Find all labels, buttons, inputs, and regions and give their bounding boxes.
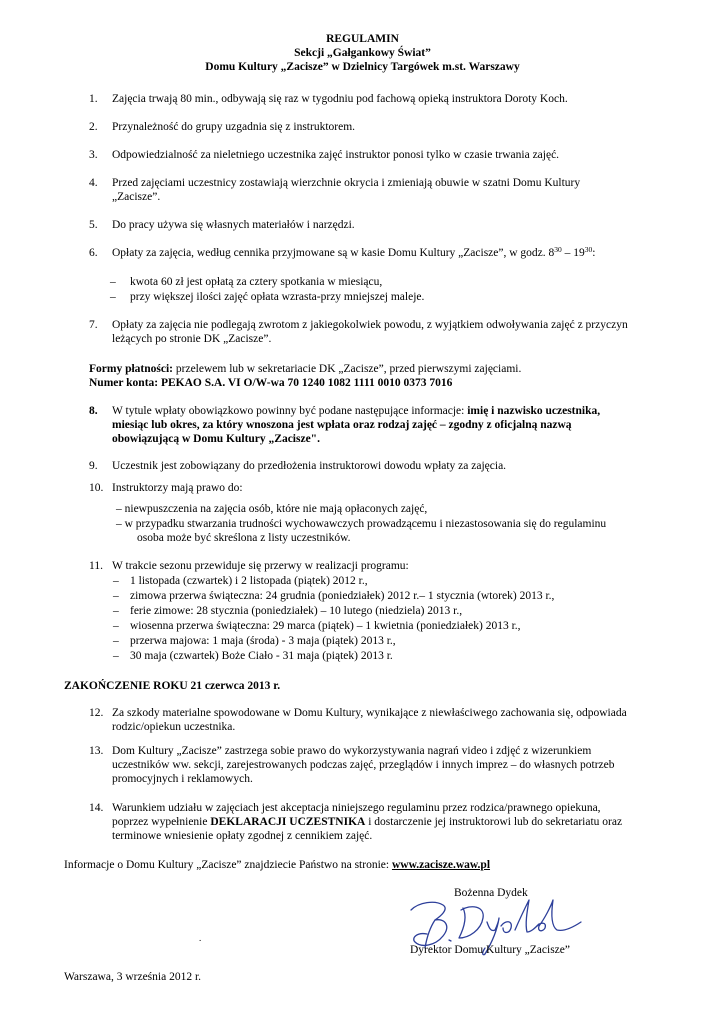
bullet-dash: –	[113, 620, 119, 632]
item-text: Zajęcia trwają 80 min., odbywają się raz w tygodniu pod fachową opieką instruktora Doroty Koch.	[112, 93, 568, 105]
signer-role: Dyrektor Domu Kultury „Zacisze”	[410, 944, 570, 956]
break-item: wiosenna przerwa świąteczna: 29 marca (piątek) – 1 kwietnia (poniedziałek) 2013 r.,	[130, 620, 521, 632]
year-end-heading: ZAKOŃCZENIE ROKU 21 czerwca 2013 r.	[64, 680, 281, 692]
break-item: zimowa przerwa świąteczna: 24 grudnia (poniedziałek) 2012 r.– 1 stycznia (wtorek) 2013 r.,	[130, 590, 555, 602]
item-number: 4.	[89, 177, 98, 189]
break-item: przerwa majowa: 1 maja (środa) - 3 maja (piątek) 2013 r.,	[130, 635, 396, 647]
document-title: REGULAMIN	[326, 33, 399, 45]
time-from-superscript: 30	[554, 245, 562, 254]
item-text: Opłaty za zajęcia, według cennika przyjmowane są w kasie Domu Kultury „Zacisze”, w godz. $8^{30} - 19^{30}$:	[112, 245, 596, 259]
bullet-text: kwota 60 zł jest opłatą za cztery spotkania w miesiącu,	[130, 276, 383, 288]
institution-line: Domu Kultury „Zacisze” w Dzielnicy Targówek m.st. Warszawy	[205, 61, 520, 73]
item-text-line: uczestników ww. sekcji, zarejestrowanych podczas zajęć, przeglądów i innych imprez – do własnych potrzeb	[112, 759, 615, 771]
bullet-dash: –	[110, 276, 116, 288]
item-text: Odpowiedzialność za nieletniego uczestnika zajęć instruktor ponosi tylko w czasie trwania zajęć.	[112, 149, 560, 161]
item-text-line: Przed zajęciami uczestnicy zostawiają wierzchnie okrycia i zmieniają obuwie w szatni Domu Kultury	[112, 177, 581, 189]
break-item: 30 maja (czwartek) Boże Ciało - 31 maja (piątek) 2013 r.	[130, 650, 393, 662]
item-text-line: W tytule wpłaty obowiązkowo powinny być podane następujące informacje: imię i nazwisko uczestnika,	[112, 405, 601, 417]
item-text-line: „Zacisze”.	[112, 191, 161, 203]
item-text-line: Dom Kultury „Zacisze” zastrzega sobie prawo do wykorzystywania nagrań video i zdjęć z wizerunkiem	[112, 745, 592, 757]
item-text-line: terminowe wniesienie opłaty zgodnej z cennikiem zajęć.	[112, 830, 373, 842]
payment-label: Formy płatności:	[89, 363, 174, 375]
item-text-line: leżących po stronie DK „Zacisze”.	[112, 333, 272, 345]
bullet-dash: –	[113, 590, 119, 602]
bullet-dash: –	[113, 575, 119, 587]
declaration-emphasis: DEKLARACJI UCZESTNIKA	[210, 816, 366, 828]
info-line: Informacje o Domu Kultury „Zacisze” znajdziecie Państwo na stronie: www.zacisze.waw.pl	[64, 859, 491, 871]
break-item: ferie zimowe: 28 stycznia (poniedziałek) – 10 lutego (niedziela) 2013 r.,	[130, 605, 463, 617]
signer-name: Bożenna Dydek	[454, 887, 528, 899]
item-number: 8.	[89, 405, 98, 417]
item-number: 5.	[89, 219, 98, 231]
bank-account: Numer konta: PEKAO S.A. VI O/W-wa 70 1240 1082 1111 0010 0373 7016	[89, 377, 453, 389]
rights-bullet: – w przypadku stwarzania trudności wychowawczych prowadzącemu i niezastosowania się do regulaminu	[116, 518, 607, 530]
item-text: Do pracy używa się własnych materiałów i narzędzi.	[112, 219, 355, 231]
break-item: 1 listopada (czwartek) i 2 listopada (piątek) 2012 r.,	[130, 575, 368, 587]
item-text-line: rodzic/opiekun uczestnika.	[112, 721, 236, 733]
time-to-superscript: 30	[584, 245, 593, 254]
item-number: 12.	[89, 707, 104, 719]
bullet-dash: –	[110, 291, 116, 303]
item-number: 2.	[89, 121, 98, 133]
item-number: 9.	[89, 460, 98, 472]
stray-dot: .	[199, 933, 202, 943]
rights-bullet-continuation: osoba może być skreślona z listy uczestników.	[137, 532, 351, 544]
item-number: 13.	[89, 745, 104, 757]
item-text-line: obowiązującą w Domu Kultury „Zacisze".	[112, 433, 320, 445]
item-text-line: promocyjnych i reklamowych.	[112, 773, 253, 785]
item-text: W trakcie sezonu przewiduje się przerwy w realizacji programu:	[112, 560, 409, 572]
item-text: Przynależność do grupy uzgadnia się z instruktorem.	[112, 121, 356, 133]
item-text-line: Warunkiem udziału w zajęciach jest akceptacja niniejszego regulaminu przez rodzica/prawnego opiekuna,	[112, 802, 601, 814]
item-number: 10.	[89, 482, 104, 494]
item-number: 7.	[89, 319, 98, 331]
place-date: Warszawa, 3 września 2012 r.	[64, 971, 202, 983]
bullet-dash: –	[113, 605, 119, 617]
item-text: Uczestnik jest zobowiązany do przedłożenia instruktorowi dowodu wpłaty za zajęcia.	[112, 460, 507, 472]
item-number: 14.	[89, 802, 104, 814]
rights-bullet: – niewpuszczenia na zajęcia osób, które nie mają opłaconych zajęć,	[116, 503, 428, 515]
item-text-line: Za szkody materialne spowodowane w Domu Kultury, wynikające z niewłaściwego zachowania się, odpowiada	[112, 707, 627, 719]
item-number: 3.	[89, 149, 98, 161]
item-text: Instruktorzy mają prawo do:	[112, 482, 243, 494]
payment-forms: Formy płatności: przelewem lub w sekretariacie DK „Zacisze”, przed pierwszymi zajęciami.	[89, 363, 522, 375]
bullet-dash: –	[113, 635, 119, 647]
item-number: 11.	[89, 560, 103, 572]
item-number: 6.	[89, 247, 98, 259]
bullet-text: przy większej ilości zajęć opłata wzrasta-przy mniejszej maleje.	[130, 291, 425, 303]
item-text-line: Opłaty za zajęcia nie podlegają zwrotom z jakiegokolwiek powodu, z wyjątkiem odwoływania zajęć z przyczyn	[112, 319, 628, 331]
item-number: 1.	[89, 93, 98, 105]
item-text-line: poprzez wypełnienie DEKLARACJI UCZESTNIKA i dostarczenie jej instruktorowi lub do sekretariatu oraz	[112, 816, 623, 828]
bullet-dash: –	[113, 650, 119, 662]
item-text-line: miesiąc lub okres, za który wnoszona jest wpłata oraz rodzaj zajęć – zgodny z oficjalną nazwą	[112, 419, 572, 431]
website-link[interactable]: www.zacisze.waw.pl	[391, 859, 491, 871]
document-subtitle: Sekcji „Gałgankowy Świat”	[294, 47, 431, 59]
